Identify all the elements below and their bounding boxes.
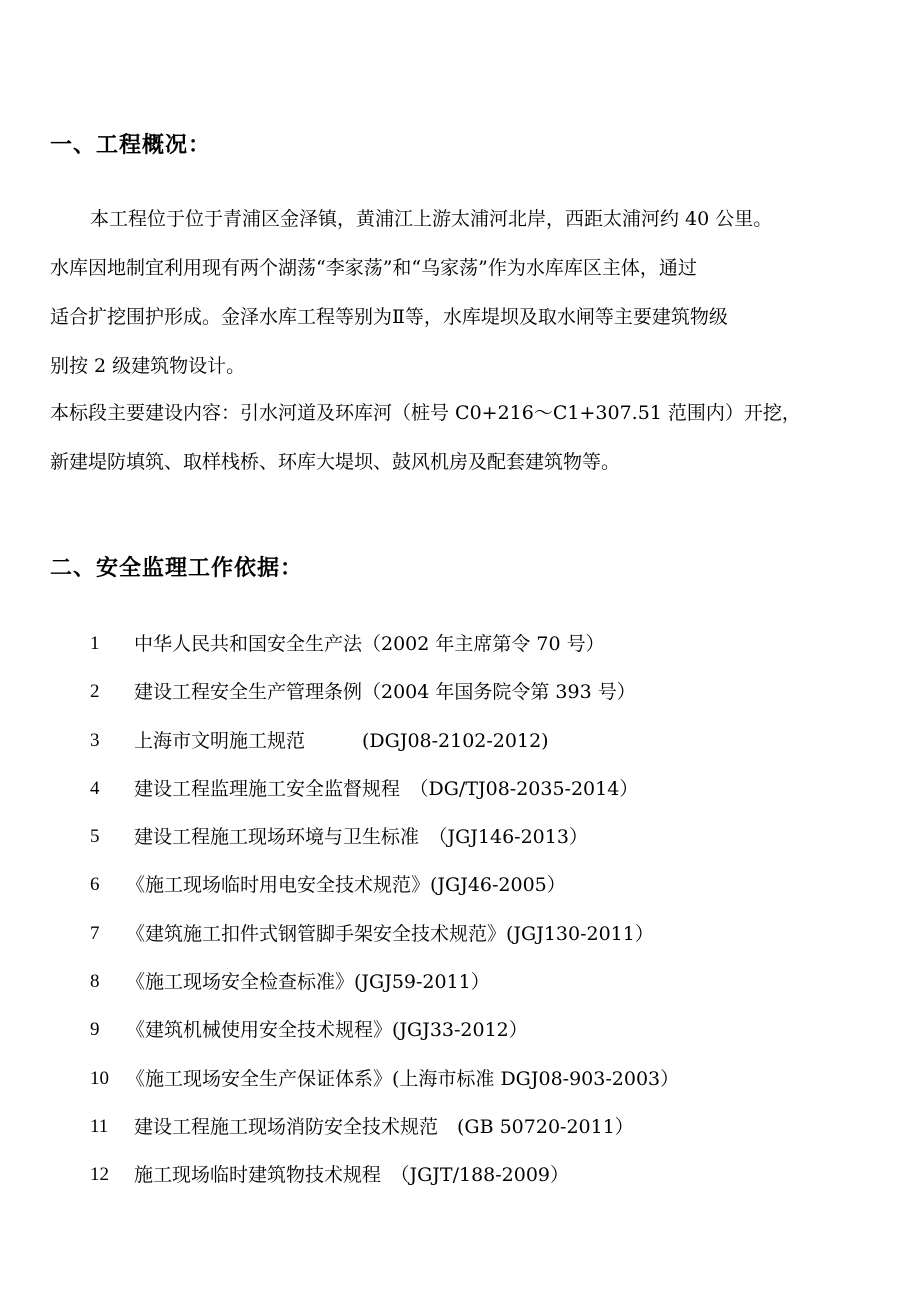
list-item-text: 建设工程监理施工安全监督规程 （DG/TJ08-2035-2014） — [134, 777, 639, 800]
paragraph-line: 适合扩挖围护形成。金泽水库工程等别为Ⅱ等，水库堤坝及取水闸等主要建筑物级 — [50, 306, 728, 328]
list-item-text: 《施工现场临时用电安全技术规范》(JGJ46-2005） — [126, 874, 566, 897]
section-title-basis: 二、安全监理工作依据： — [50, 556, 304, 581]
list-item-number: 8 — [90, 971, 100, 993]
list-item — [90, 622, 890, 670]
list-item — [90, 1008, 890, 1056]
list-item-text: 施工现场临时建筑物技术规程 （JGJT/188-2009） — [134, 1164, 570, 1187]
list-item — [90, 1153, 890, 1201]
section-title-overview: 一、工程概况： — [50, 133, 212, 158]
paragraph-line: 别按 2 级建筑物设计。 — [50, 355, 246, 377]
scope-paragraph — [50, 389, 870, 487]
list-item — [90, 912, 890, 960]
list-item-number: 5 — [90, 826, 100, 848]
list-item-text: 《施工现场安全检查标准》(JGJ59-2011） — [126, 971, 490, 994]
list-item-text: 《施工现场安全生产保证体系》(上海市标准 DGJ08-903-2003） — [126, 1067, 680, 1090]
list-item-number: 3 — [90, 729, 100, 751]
list-item-number: 7 — [90, 922, 100, 944]
paragraph-line: 新建堤防填筑、取样栈桥、环库大堤坝、鼓风机房及配套建筑物等。 — [50, 451, 621, 473]
list-item-number: 2 — [90, 681, 100, 703]
list-item — [90, 815, 890, 863]
list-item — [90, 767, 890, 815]
list-item-number: 6 — [90, 874, 100, 896]
list-item — [90, 1057, 890, 1105]
list-item-text: 建设工程施工现场环境与卫生标准 （JGJ146-2013） — [134, 826, 588, 849]
list-item-text: 建设工程施工现场消防安全技术规范 (GB 50720-2011） — [134, 1115, 634, 1138]
list-item — [90, 960, 890, 1008]
list-item-text: 上海市文明施工规范 (DGJ08-2102-2012) — [134, 729, 549, 752]
list-item — [90, 670, 890, 718]
paragraph-line: 本工程位于位于青浦区金泽镇，黄浦江上游太浦河北岸，西距太浦河约 40 公里。 — [90, 208, 773, 230]
list-item-text: 《建筑机械使用安全技术规程》(JGJ33-2012） — [126, 1019, 528, 1042]
overview-paragraph — [50, 195, 870, 391]
list-item — [90, 863, 890, 911]
list-item-number: 9 — [90, 1019, 100, 1041]
list-item-number: 12 — [90, 1164, 109, 1186]
list-item-text: 《建筑施工扣件式钢管脚手架安全技术规范》(JGJ130-2011） — [126, 922, 654, 945]
list-item-text: 中华人民共和国安全生产法（2002 年主席第令 70 号） — [134, 633, 605, 655]
list-item-number: 11 — [90, 1115, 109, 1137]
list-item — [90, 1105, 890, 1153]
paragraph-line: 水库因地制宜利用现有两个湖荡“李家荡”和“乌家荡”作为水库库区主体，通过 — [50, 257, 697, 279]
basis-list — [90, 622, 890, 1202]
list-item-number: 4 — [90, 777, 100, 799]
paragraph-line: 本标段主要建设内容：引水河道及环库河（桩号 C0+216～C1+307.51 范围内）开挖， — [50, 402, 801, 424]
list-item-number: 1 — [90, 633, 100, 654]
list-item-number: 10 — [90, 1067, 109, 1089]
list-item — [90, 719, 890, 767]
list-item-text: 建设工程安全生产管理条例（2004 年国务院令第 393 号） — [134, 681, 636, 704]
